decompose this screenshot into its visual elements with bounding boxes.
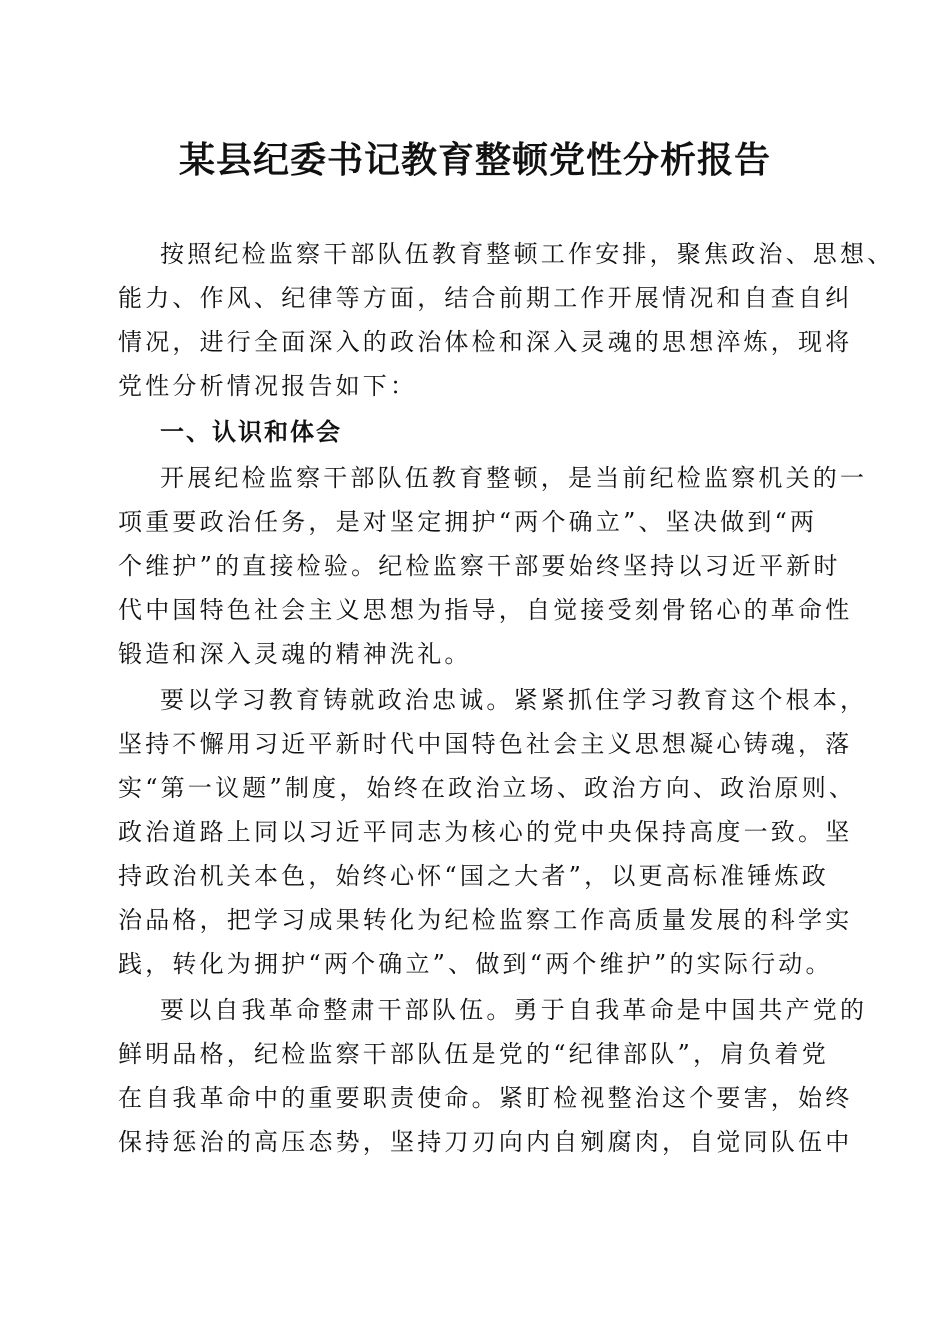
section-heading-1: 一、认识和体会 <box>160 418 342 446</box>
paragraph-3-line-7: 践，转化为拥护“两个确立”、做到“两个维护”的实际行动。 <box>118 950 833 978</box>
paragraph-3-line-1: 要以学习教育铸就政治忠诚。紧紧抓住学习教育这个根本， <box>160 686 868 714</box>
paragraph-1-line-4: 党性分析情况报告如下： <box>118 372 418 400</box>
paragraph-2-line-2: 项重要政治任务，是对坚定拥护“两个确立”、坚决做到“两 <box>118 508 818 536</box>
paragraph-3-line-2: 坚持不懈用习近平新时代中国特色社会主义思想凝心铸魂，落 <box>118 730 853 758</box>
paragraph-3-line-6: 治品格，把学习成果转化为纪检监察工作高质量发展的科学实 <box>118 906 853 934</box>
paragraph-3-line-4: 政治道路上同以习近平同志为核心的党中央保持高度一致。坚 <box>118 818 853 846</box>
paragraph-1-line-1: 按照纪检监察干部队伍教育整顿工作安排，聚焦政治、思想、 <box>160 240 895 268</box>
paragraph-4-line-2: 鲜明品格，纪检监察干部队伍是党的“纪律部队”，肩负着党 <box>118 1040 829 1068</box>
paragraph-4-line-4: 保持惩治的高压态势，坚持刀刃向内自剜腐肉，自觉同队伍中 <box>118 1128 853 1156</box>
document-title: 某县纪委书记教育整顿党性分析报告 <box>178 139 771 181</box>
paragraph-2-line-5: 锻造和深入灵魂的精神洗礼。 <box>118 640 472 668</box>
paragraph-4-line-1: 要以自我革命整肃干部队伍。勇于自我革命是中国共产党的 <box>160 996 868 1024</box>
paragraph-2-line-1: 开展纪检监察干部队伍教育整顿，是当前纪检监察机关的一 <box>160 464 868 492</box>
paragraph-1-line-2: 能力、作风、纪律等方面，结合前期工作开展情况和自查自纠 <box>118 284 853 312</box>
paragraph-4-line-3: 在自我革命中的重要职责使命。紧盯检视整治这个要害，始终 <box>118 1084 853 1112</box>
paragraph-2-line-3: 个维护”的直接检验。纪检监察干部要始终坚持以习近平新时 <box>118 552 841 580</box>
paragraph-3-line-3: 实“第一议题”制度，始终在政治立场、政治方向、政治原则、 <box>118 774 857 802</box>
paragraph-3-line-5: 持政治机关本色，始终心怀“国之大者”，以更高标准锤炼政 <box>118 862 829 890</box>
paragraph-2-line-4: 代中国特色社会主义思想为指导，自觉接受刻骨铭心的革命性 <box>118 596 853 624</box>
paragraph-1-line-3: 情况，进行全面深入的政治体检和深入灵魂的思想淬炼，现将 <box>118 328 853 356</box>
